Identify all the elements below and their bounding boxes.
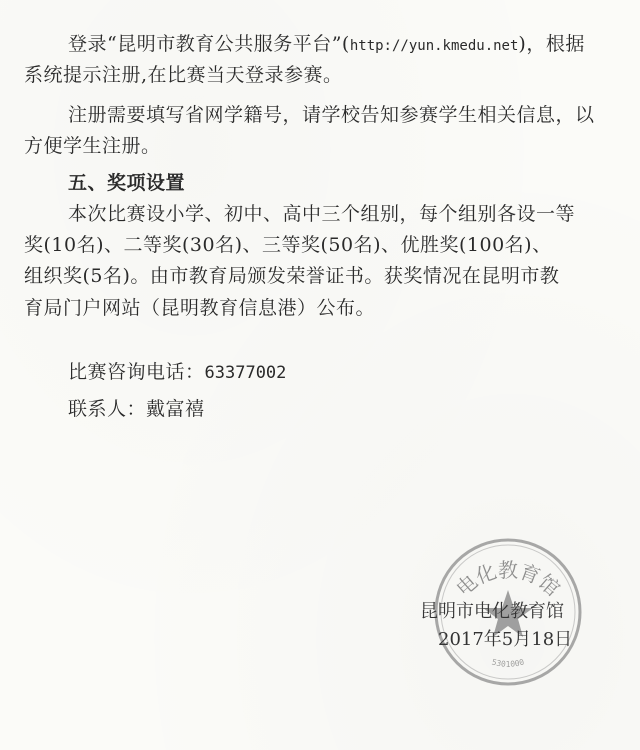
paragraph-line-6: 本次比赛设小学、初中、高中三个组别，每个组别各设一等 bbox=[68, 203, 576, 225]
line1-text-before: 登录“昆明市教育公共服务平台”( bbox=[68, 33, 350, 55]
line1-text-after: )，根据 bbox=[518, 33, 585, 55]
paragraph-line-2: 系统提示注册,在比赛当天登录参赛。 bbox=[24, 64, 343, 86]
contact-line bbox=[68, 397, 205, 421]
contact-label: 联系人： bbox=[68, 398, 147, 420]
paragraph-line-8: 组织奖(5名)。由市教育局颁发荣誉证书。获奖情况在昆明市教 bbox=[24, 265, 560, 287]
paragraph-line-3: 注册需要填写省网学籍号，请学校告知参赛学生相关信息，以 bbox=[68, 104, 595, 126]
paragraph-line-4: 方便学生注册。 bbox=[24, 135, 161, 157]
paragraph-line-1 bbox=[68, 32, 585, 58]
paragraph-line-9: 育局门户网站（昆明教育信息港）公布。 bbox=[24, 297, 376, 319]
signature-org: 昆明市电化教育馆 bbox=[420, 601, 564, 622]
phone-label: 比赛咨询电话： bbox=[68, 361, 205, 383]
phone-line bbox=[68, 360, 286, 385]
paragraph-line-7: 奖(10名)、二等奖(30名)、三等奖(50名)、优胜奖(100名)、 bbox=[24, 234, 552, 256]
section-heading: 五、奖项设置 bbox=[68, 172, 186, 194]
seal-code-text: 5301000 bbox=[490, 657, 526, 669]
phone-number: 63377002 bbox=[204, 363, 287, 383]
seal-arc-text: 电化教育馆 bbox=[451, 557, 565, 601]
signature-date: 2017年5月18日 bbox=[438, 629, 573, 650]
contact-name: 戴富禧 bbox=[146, 398, 205, 420]
platform-url: http://yun.kmedu.net bbox=[349, 38, 519, 54]
